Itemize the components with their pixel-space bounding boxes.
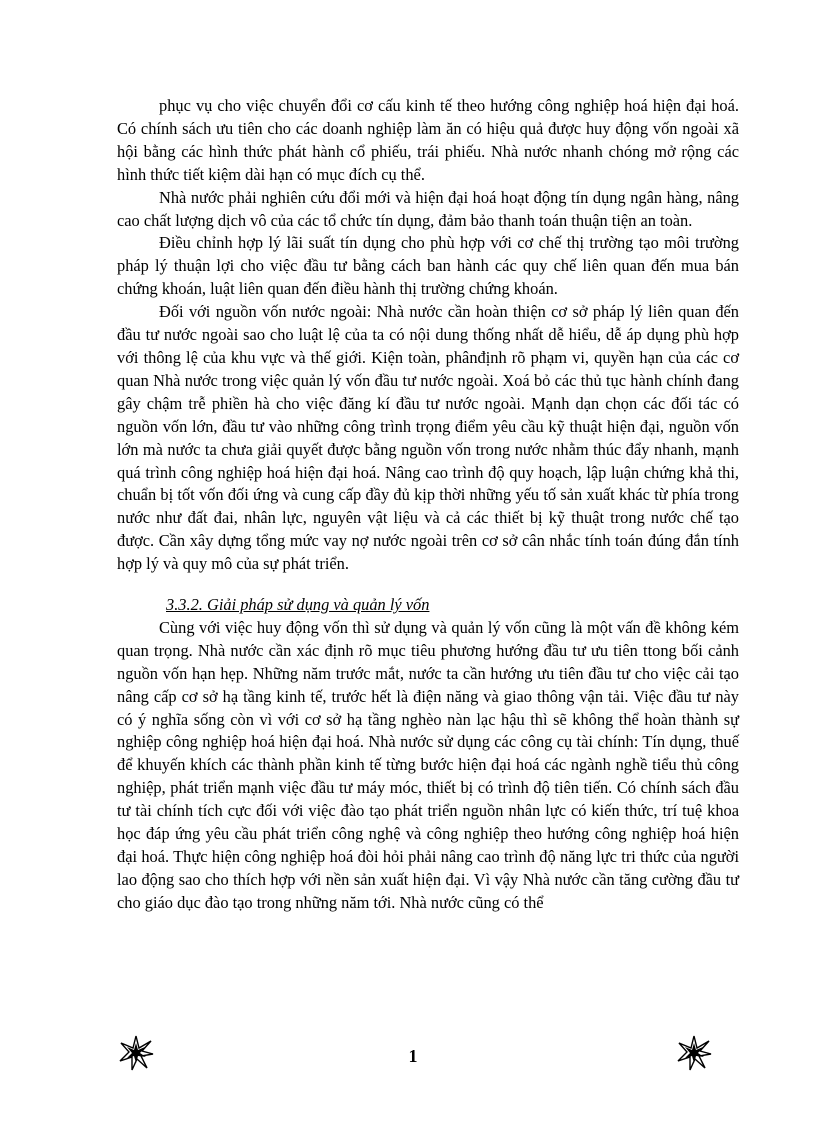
paragraph: phục vụ cho việc chuyển đổi cơ cấu kinh tế theo hướng công nghiệp hoá hiện đại hoá. Có chính sách ưu tiên cho các doanh nghiệp làm ăn có hiệu quả được huy động vốn ngoài xã hội bằng các hình thức phát hành cổ phiếu, trái phiếu. Nhà nước nhanh chóng mở rộng các hình thức tiết kiệm dài hạn có mục đích cụ thể.	[117, 96, 739, 184]
body-text	[117, 95, 739, 915]
paragraph: Điều chỉnh hợp lý lãi suất tín dụng cho phù hợp với cơ chế thị trường tạo môi trường pháp lý thuận lợi cho việc đầu tư bằng cách ban hành các quy chế liên quan đến mua bán chứng khoán, luật liên quan đến điều hành thị trường chứng khoán.	[117, 233, 739, 299]
paragraph: Cùng với việc huy động vốn thì sử dụng và quản lý vốn cũng là một vấn đề không kém quan trọng. Nhà nước cần xác định rõ mục tiêu phương hướng đầu tư ưu tiên ttong bối cảnh nguồn vốn hạn hẹp. Những năm trước mắt, nước ta cần hướng ưu tiên đầu tư cho việc cải tạo nâng cấp cơ sở hạ tầng kinh tế, trước hết là điện năng và giao thông vận tải. Việc đầu tư này có ý nghĩa sống còn vì với cơ sở hạ tầng nghèo nàn lạc hậu thì sẽ không thể hoàn thành sự nghiệp công nghiệp hoá hiện đại hoá. Nhà nước sử dụng các công cụ tài chính: Tín dụng, thuế để khuyến khích các thành phần kinh tế từng bước hiện đại hoá các ngành nghề tiểu thủ công nghiệp, phát triển mạnh việc đầu tư máy móc, thiết bị có trình độ tiên tiến. Có chính sách đầu tư tài chính tích cực đối với việc đào tạo phát triển nguồn nhân lực có kiến thức, trí tuệ khoa học đáp ứng yêu cầu phát triển công nghệ và công nghiệp theo hướng công nghiệp hoá hiện đại hoá. Thực hiện công nghiệp hoá đòi hỏi phải nâng cao trình độ năng lực tri thức của người lao động sao cho thích hợp với nền sản xuất hiện đại. Vì vậy Nhà nước cần tăng cường đầu tư cho giáo dục đào tạo trong những năm tới. Nhà nước cũng có thể	[117, 617, 739, 912]
compass-star-icon	[676, 1035, 712, 1071]
compass-star-icon	[118, 1035, 154, 1071]
page-number: 1	[408, 1046, 418, 1066]
section-heading: 3.3.2. Giải pháp sử dụng và quản lý vốn	[166, 595, 430, 615]
paragraph: Nhà nước phải nghiên cứu đổi mới và hiện đại hoá hoạt động tín dụng ngân hàng, nâng cao chất lượng dịch vô của các tổ chức tín dụng, đảm bảo thanh toán thuận tiện an toàn.	[117, 187, 739, 230]
paragraph: Đối với nguồn vốn nước ngoài: Nhà nước cần hoàn thiện cơ sở pháp lý liên quan đến đầu tư nước ngoài sao cho luật lệ của ta có nội dung thống nhất dễ hiểu, dễ áp dụng phù hợp với thông lệ của khu vực và thế giới. Kiện toàn, phânđịnh rõ phạm vi, quyền hạn của các cơ quan Nhà nước trong việc quản lý vốn đầu tư nước ngoài. Xoá bỏ các thủ tục hành chính đang gây chậm trễ phiền hà cho việc đăng kí đầu tư nước ngoài. Mạnh dạn chọn các đối tác có nguồn vốn lớn, đầu tư vào những công trình trọng điểm yêu cầu kỹ thuật hiện đại, nguồn vốn lớn mà nước ta chưa giải quyết được bằng nguồn vốn trong nước nhằm thúc đẩy nhanh, mạnh quá trình công nghiệp hoá hiện đại hoá. Nâng cao trình độ quy hoạch, lập luận chứng khả thi, chuẩn bị tốt vốn đối ứng và cung cấp đầy đủ kịp thời những yếu tố sản xuất khác từ phía trong nước như đất đai, nhân lực, nguyên vật liệu và cả các thiết bị kỹ thuật trong nước chế tạo được. Cần xây dựng tổng mức vay nợ nước ngoài trên cơ sở cân nhắc tính toán đúng đắn tính hợp lý và quy mô của sự phát triển.	[117, 302, 739, 574]
